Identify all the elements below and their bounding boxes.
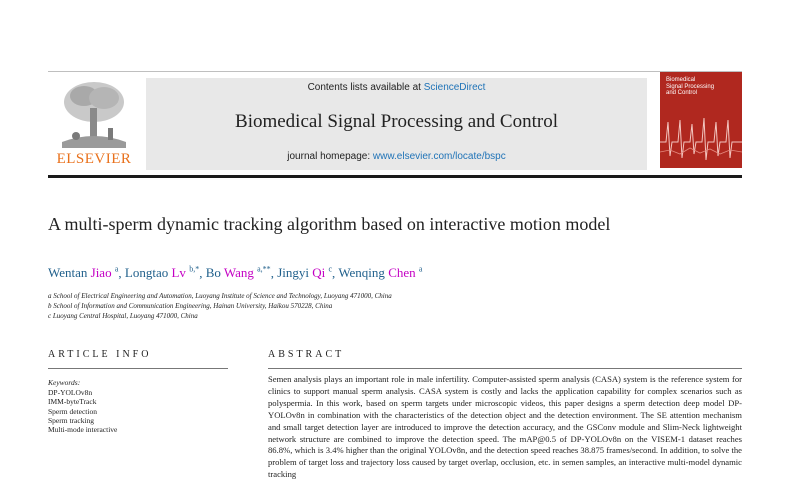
journal-title[interactable]: Biomedical Signal Processing and Control [235, 111, 558, 132]
elsevier-tree-icon [56, 78, 132, 150]
author-item[interactable]: Longtao Lv $^{b,*}$ [124, 265, 200, 281]
affiliation-item: c Luoyang Central Hospital, Luoyang 471000, China [48, 312, 198, 320]
homepage-link[interactable]: www.elsevier.com/locate/bspc [372, 151, 506, 162]
journal-cover[interactable] [660, 72, 742, 168]
keyword-list [48, 388, 117, 434]
keyword-item: Multi-mode interactive [48, 425, 118, 435]
affiliation-item: b School of Information and Communication Engineering, Hainan University, Haikou 570228, China [48, 302, 333, 310]
keyword-item: DP-YOLOv8n [48, 388, 93, 397]
author-item[interactable]: Jingyi Qi $^c$ [277, 265, 333, 281]
author-item[interactable]: Bo Wang $^{a,**}$ [205, 265, 271, 281]
affiliations [48, 291, 392, 321]
keyword-item: IMM-byteTrack [48, 397, 97, 407]
author-item[interactable]: Wentan Jiao $^a$ [48, 265, 119, 281]
article-title: A multi-sperm dynamic tracking algorithm based on interactive motion model [48, 214, 611, 234]
author-list: Wentan Jiao $^a$, Longtao Lv $^{b,*}$, Bo Wang $^{a,**}$, Jingyi Qi $^c$, Wenqing Chen $^a$ [48, 265, 423, 281]
cover-title-line: and Control [666, 90, 698, 96]
cover-title-line: Biomedical [666, 77, 696, 83]
abstract-text: Semen analysis plays an important role in male infertility. Computer-assisted sperm analysis (CASA) system is the reference system for clinics to support manual sperm analysis. CASA system is costly and lacks the application capability for complex scenarios such as polyspermia. In this work, based on sperm targets under microscopic videos, this paper designs a sperm detection deep model DP-YOLOv8n in combination with the characteristics of the detection object and the detection environment. The SE attention mechanism and small target detection layer are introduced to improve the detection accuracy, and the GSConv module and Slim-Neck lightweight network structure are combined to improve the detection speed. The mAP@0.5 of DP-YOLOv8n on the VISEM-1 dataset reaches 86.8%, which is 3.4% higher than the original YOLOv8n, and the detection speed reaches 38.875 frames/second. In addition, to solve the problem of target loss and trajectory loss caused by target overlap, occlusion, etc. in semen samples, an interactive multi-model dynamic tracking [268, 374, 742, 480]
homepage-prefix: journal homepage: [287, 151, 373, 162]
affiliation-item: a School of Electrical Engineering and Automation, Luoyang Institute of Science and Technology, Luoyang 471000, China [48, 292, 392, 300]
abstract-heading: ABSTRACT [268, 349, 345, 360]
article-info-heading: ARTICLE INFO [48, 349, 152, 360]
keywords-label: Keywords: [48, 378, 81, 387]
homepage-line [146, 151, 647, 162]
journal-banner [146, 78, 647, 170]
cover-title-line: Signal Processing [666, 83, 715, 90]
keyword-item: Sperm tracking [48, 415, 95, 425]
header-top-rule [48, 71, 742, 72]
contents-line [146, 82, 647, 93]
cover-signal-art [660, 112, 742, 168]
publisher-name: ELSEVIER [56, 151, 132, 167]
contents-prefix: Contents lists available at [307, 82, 424, 93]
abstract-rule [268, 368, 742, 369]
sciencedirect-link[interactable]: ScienceDirect [423, 82, 486, 93]
article-info-rule [48, 368, 228, 369]
header-bottom-rule [48, 175, 742, 178]
cover-title [666, 77, 738, 97]
elsevier-logo[interactable] [48, 78, 138, 170]
author-item[interactable]: Wenqing Chen $^a$ [338, 265, 423, 281]
keyword-item: Sperm detection [48, 406, 97, 416]
